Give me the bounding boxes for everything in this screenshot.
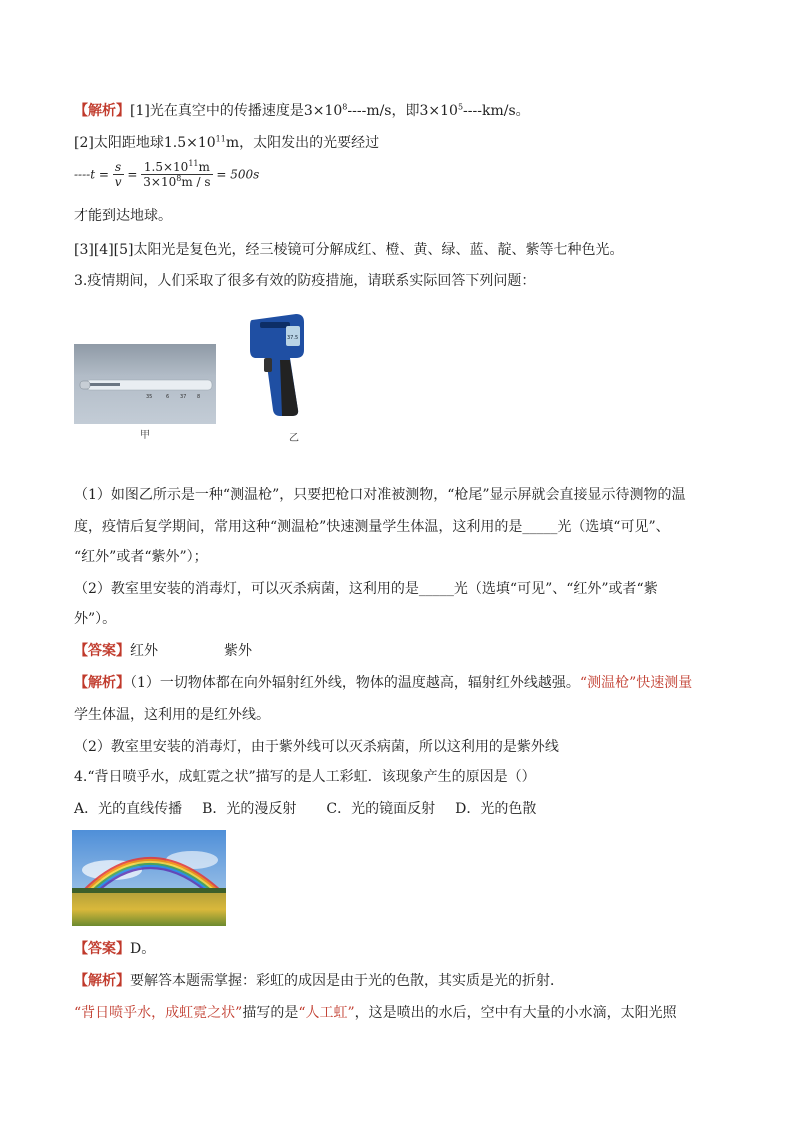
q3-analysis-line2: 学生体温，这利用的是红外线。 bbox=[74, 707, 270, 723]
svg-text:37: 37 bbox=[180, 394, 187, 400]
option-b: B．光的漫反射 bbox=[202, 801, 297, 817]
caption-yi: 乙 bbox=[289, 433, 299, 444]
q4-options bbox=[74, 798, 536, 820]
q3-p1-line2: 度，疫情后复学期间，常用这种“测温枪”快速测量学生体温，这利用的是_____光（选填“可见”、 bbox=[74, 519, 670, 535]
distance-over-speed: $\frac{1.5\times 10^{11}m}{3\times 10^8m / s}$ bbox=[143, 159, 211, 189]
answer-tag: 【答案】 bbox=[74, 941, 130, 957]
q3-analysis-line1: 【解析】（1）一切物体都在向外辐射红外线，物体的温度越高，辐射红外线越强。“测温枪”快速测量 bbox=[74, 675, 693, 691]
q3-p1-line3: “红外”或者“紫外”）； bbox=[74, 549, 208, 565]
q3-p2-line1: （2）教室里安装的消毒灯，可以灭杀病菌，这利用的是_____光（选填“可见”、“红外”或者“紫 bbox=[74, 581, 658, 597]
q3-p1-line1: （1）如图乙所示是一种“测温枪”，只要把枪口对准被测物，“枪尾”显示屏就会直接显示待测物的温 bbox=[74, 487, 686, 503]
svg-text:8: 8 bbox=[197, 394, 201, 400]
thermometer-icon bbox=[74, 344, 216, 424]
option-d: D．光的色散 bbox=[455, 801, 537, 817]
answer-tag: 【答案】 bbox=[74, 643, 130, 659]
q2-analysis-line4: [3][4][5]太阳光是复色光，经三棱镜可分解成红、橙、黄、绿、蓝、靛、紫等七种色光。 bbox=[74, 242, 624, 258]
analysis-tag: 【解析】 bbox=[74, 973, 130, 989]
q4-answer: 【答案】D。 bbox=[74, 941, 156, 957]
q4-stem: 4.“背日喷乎水，成虹霓之状”描写的是人工彩虹．该现象产生的原因是（） bbox=[74, 769, 536, 785]
rainbow-icon bbox=[72, 830, 226, 926]
caption-jia: 甲 bbox=[140, 430, 150, 441]
analysis-tag: 【解析】 bbox=[74, 103, 130, 119]
svg-text:6: 6 bbox=[166, 394, 170, 400]
rainbow-image bbox=[72, 830, 226, 926]
q3-stem: 3.疫情期间，人们采取了很多有效的防疫措施，请联系实际回答下列问题： bbox=[74, 273, 536, 289]
svg-text:37.5: 37.5 bbox=[287, 335, 299, 341]
analysis-tag: 【解析】 bbox=[74, 675, 130, 691]
s-over-v: $\frac{s}{v}$ bbox=[114, 160, 122, 189]
option-a: A．光的直线传播 bbox=[74, 801, 183, 817]
q4-analysis-line2: “背日喷乎水，成虹霓之状”描写的是“人工虹”，这是喷出的水后，空中有大量的小水滴，太阳光照 bbox=[74, 1005, 677, 1021]
q3-analysis-line3: （2）教室里安装的消毒灯，由于紫外线可以灭杀病菌，所以这利用的是紫外线 bbox=[74, 739, 559, 755]
thermometer-image bbox=[74, 344, 216, 424]
q3-answer: 【答案】红外 紫外 bbox=[74, 643, 252, 659]
svg-text:35: 35 bbox=[146, 394, 153, 400]
thermometer-gun-icon bbox=[246, 310, 306, 420]
option-c: C．光的镜面反射 bbox=[326, 801, 436, 817]
q2-analysis-line2: [2]太阳距地球$1.5\times 10^{11}m$，太阳发出的光要经过 bbox=[74, 134, 380, 151]
thermometer-gun-image bbox=[246, 310, 306, 420]
q2-analysis-line3: 才能到达地球。 bbox=[74, 208, 172, 224]
q3-p2-line2: 外”）。 bbox=[74, 611, 117, 627]
q2-analysis-line1: 【解析】[1]光在真空中的传播速度是$3\times 10^8----m/s$，即$3\times 10^5----km/s$。 bbox=[74, 102, 530, 119]
time-formula: ----t = $\frac{s}{v}$ = $\frac{1.5\times 10^{11}m}{3\times 10^8m / s}$ = 500s bbox=[74, 159, 260, 189]
q4-analysis-line1: 【解析】要解答本题需掌握：彩虹的成因是由于光的色散，其实质是光的折射． bbox=[74, 973, 564, 989]
